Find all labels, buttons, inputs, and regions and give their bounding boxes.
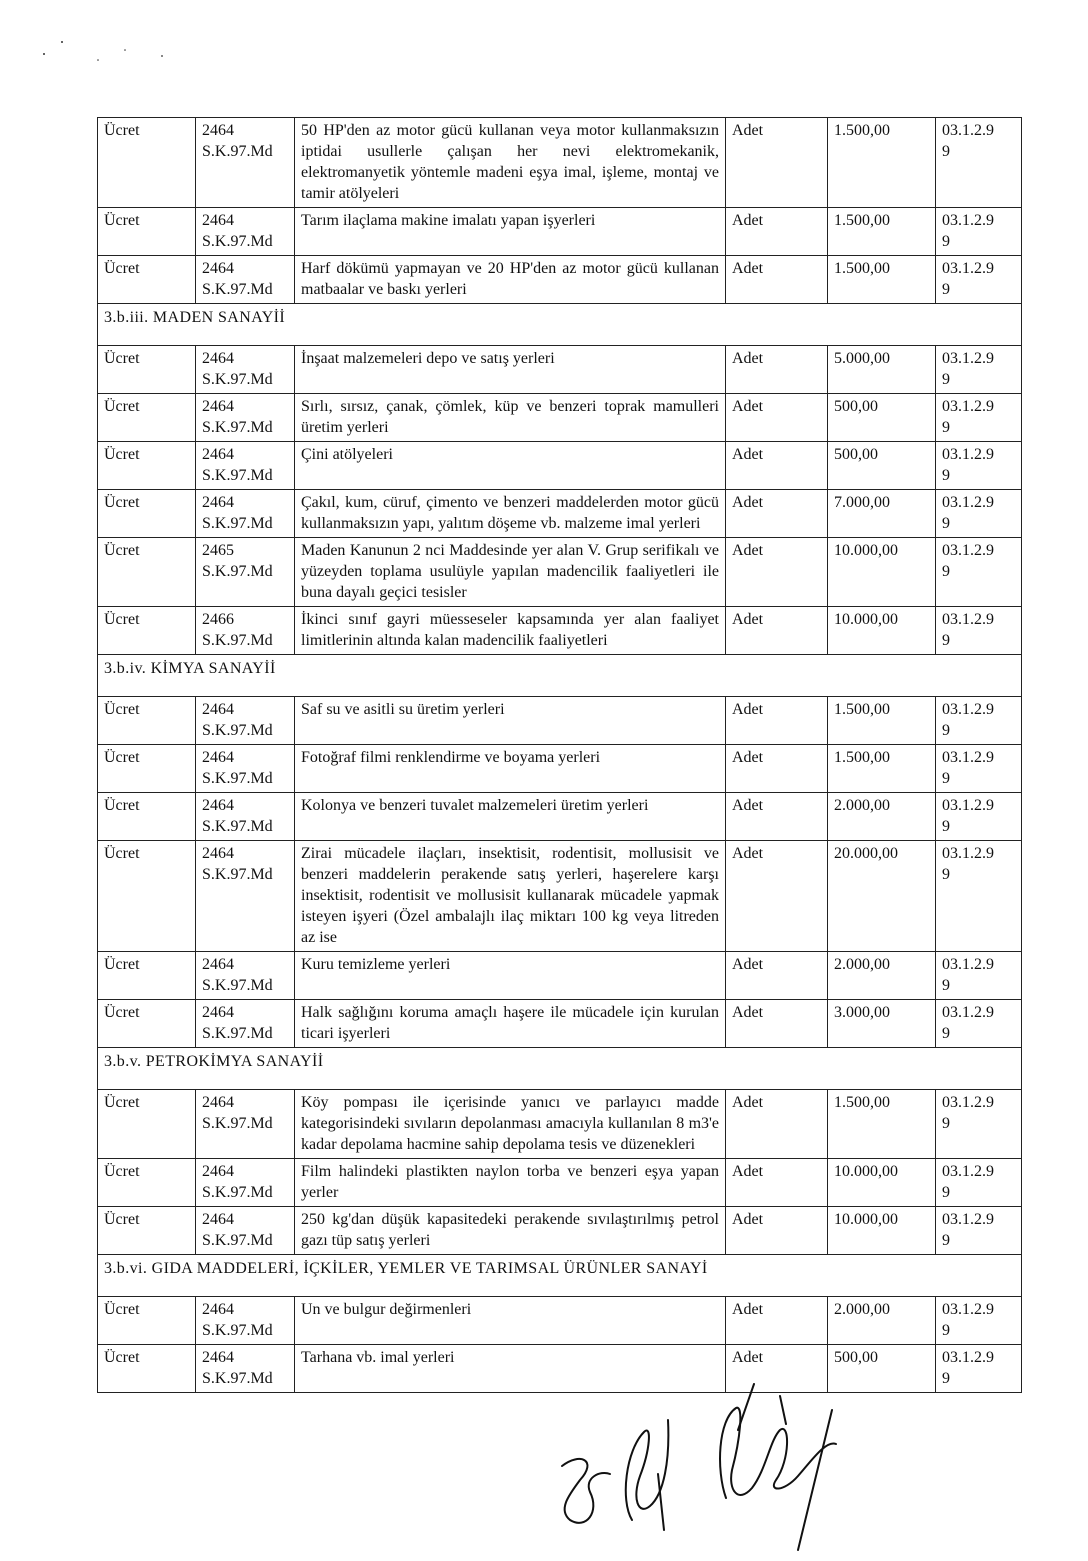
section-row	[98, 1048, 1022, 1090]
code-cell	[936, 1207, 1022, 1255]
table-row	[98, 745, 1022, 793]
law-ref-line: 2464	[202, 494, 234, 511]
table-row	[98, 841, 1022, 952]
code-line: 03.1.2.9	[942, 1301, 994, 1318]
code-line: 03.1.2.9	[942, 611, 994, 628]
law-ref-line: S.K.97.Md	[202, 515, 273, 532]
law-ref-cell	[196, 1207, 295, 1255]
code-line: 9	[942, 1184, 950, 1201]
law-ref-line: S.K.97.Md	[202, 563, 273, 580]
code-line: 9	[942, 818, 950, 835]
law-ref-line: 2464	[202, 260, 234, 277]
code-cell	[936, 1297, 1022, 1345]
law-ref-line: S.K.97.Md	[202, 143, 273, 160]
amount-cell: 7.000,00	[828, 490, 936, 538]
fee-type-cell: Ücret	[98, 346, 196, 394]
code-cell	[936, 1159, 1022, 1207]
fee-type-cell: Ücret	[98, 442, 196, 490]
amount-cell: 1.500,00	[828, 1090, 936, 1159]
amount-cell: 1.500,00	[828, 697, 936, 745]
law-ref-cell	[196, 1090, 295, 1159]
law-ref-line: S.K.97.Md	[202, 419, 273, 436]
description-cell: 250 kg'dan düşük kapasitedeki perakende sıvılaştırılmış petrol gazı tüp satış yerleri	[295, 1207, 726, 1255]
unit-cell: Adet	[726, 1090, 828, 1159]
table-row	[98, 256, 1022, 304]
code-line: 03.1.2.9	[942, 845, 994, 862]
code-line: 03.1.2.9	[942, 1163, 994, 1180]
law-ref-line: 2464	[202, 122, 234, 139]
table-row	[98, 538, 1022, 607]
law-ref-line: S.K.97.Md	[202, 818, 273, 835]
code-cell	[936, 1345, 1022, 1393]
fee-type-cell: Ücret	[98, 256, 196, 304]
code-line: 9	[942, 632, 950, 649]
description-cell: Köy pompası ile içerisinde yanıcı ve parlayıcı madde kategorisindeki sıvıların depolanması amacıyla kullanılan 8 m3'e kadar depolama hacmine sahip depolama tesis ve düzenekleri	[295, 1090, 726, 1159]
amount-cell: 1.500,00	[828, 118, 936, 208]
law-ref-cell	[196, 1000, 295, 1048]
law-ref-line: S.K.97.Md	[202, 1184, 273, 1201]
table-row	[98, 607, 1022, 655]
description-cell: Sırlı, sırsız, çanak, çömlek, küp ve benzeri toprak mamulleri üretim yerleri	[295, 394, 726, 442]
law-ref-line: 2464	[202, 350, 234, 367]
law-ref-line: 2464	[202, 398, 234, 415]
code-cell	[936, 538, 1022, 607]
code-line: 9	[942, 233, 950, 250]
law-ref-line: 2464	[202, 212, 234, 229]
code-cell	[936, 697, 1022, 745]
law-ref-line: 2464	[202, 797, 234, 814]
code-line: 9	[942, 515, 950, 532]
code-cell	[936, 256, 1022, 304]
law-ref-line: 2464	[202, 1094, 234, 1111]
fee-type-cell: Ücret	[98, 841, 196, 952]
law-ref-cell	[196, 607, 295, 655]
table-row	[98, 1297, 1022, 1345]
fee-type-cell: Ücret	[98, 1159, 196, 1207]
unit-cell: Adet	[726, 793, 828, 841]
fee-type-cell: Ücret	[98, 118, 196, 208]
table-row	[98, 697, 1022, 745]
amount-cell: 500,00	[828, 1345, 936, 1393]
unit-cell: Adet	[726, 346, 828, 394]
amount-cell: 5.000,00	[828, 346, 936, 394]
code-line: 03.1.2.9	[942, 122, 994, 139]
description-cell: Film halindeki plastikten naylon torba ve benzeri eşya yapan yerler	[295, 1159, 726, 1207]
code-cell	[936, 208, 1022, 256]
amount-cell: 2.000,00	[828, 1297, 936, 1345]
law-ref-line: 2464	[202, 1004, 234, 1021]
law-ref-line: 2464	[202, 956, 234, 973]
description-cell: İnşaat malzemeleri depo ve satış yerleri	[295, 346, 726, 394]
law-ref-cell	[196, 793, 295, 841]
amount-cell: 1.500,00	[828, 256, 936, 304]
law-ref-line: S.K.97.Md	[202, 233, 273, 250]
code-cell	[936, 394, 1022, 442]
law-ref-line: 2465	[202, 542, 234, 559]
code-line: 03.1.2.9	[942, 212, 994, 229]
law-ref-line: 2466	[202, 611, 234, 628]
law-ref-cell	[196, 346, 295, 394]
section-row	[98, 304, 1022, 346]
code-line: 9	[942, 281, 950, 298]
code-cell	[936, 745, 1022, 793]
fee-type-cell: Ücret	[98, 697, 196, 745]
code-line: 03.1.2.9	[942, 1211, 994, 1228]
description-cell: Kuru temizleme yerleri	[295, 952, 726, 1000]
code-line: 9	[942, 770, 950, 787]
code-cell	[936, 346, 1022, 394]
code-line: 9	[942, 1115, 950, 1132]
law-ref-cell	[196, 538, 295, 607]
section-row	[98, 655, 1022, 697]
law-ref-line: S.K.97.Md	[202, 1370, 273, 1387]
amount-cell: 500,00	[828, 394, 936, 442]
fee-table	[97, 117, 1021, 1393]
code-line: 9	[942, 722, 950, 739]
law-ref-cell	[196, 118, 295, 208]
law-ref-line: S.K.97.Md	[202, 1115, 273, 1132]
unit-cell: Adet	[726, 697, 828, 745]
description-cell: Zirai mücadele ilaçları, insektisit, rodentisit, mollusisit ve benzeri maddelerin perakende satış yerleri, haşerelere karşı insektisit, rodentisit ve mollusisit kullanarak mücadele yapmak isteyen işyeri (Özel ambalajlı ilaç miktarı 100 kg veya litreden az ise	[295, 841, 726, 952]
fee-type-cell: Ücret	[98, 1207, 196, 1255]
unit-cell: Adet	[726, 1345, 828, 1393]
code-line: 9	[942, 1370, 950, 1387]
code-line: 03.1.2.9	[942, 1094, 994, 1111]
law-ref-cell	[196, 745, 295, 793]
code-cell	[936, 952, 1022, 1000]
handwritten-signatures	[540, 1380, 860, 1560]
code-line: 03.1.2.9	[942, 797, 994, 814]
unit-cell: Adet	[726, 256, 828, 304]
fee-type-cell: Ücret	[98, 1345, 196, 1393]
law-ref-cell	[196, 442, 295, 490]
description-cell: 50 HP'den az motor gücü kullanan veya motor kullanmaksızın iptidai usullerle çalışan her nevi elektromekanik, elektromanyetik yöntemle madeni eşya imal, işleme, montaj ve tamir atölyeleri	[295, 118, 726, 208]
table-row	[98, 346, 1022, 394]
unit-cell: Adet	[726, 745, 828, 793]
description-cell: Halk sağlığını koruma amaçlı haşere ile mücadele için kurulan ticari işyerleri	[295, 1000, 726, 1048]
law-ref-cell	[196, 841, 295, 952]
table-row	[98, 394, 1022, 442]
unit-cell: Adet	[726, 208, 828, 256]
code-line: 9	[942, 419, 950, 436]
description-cell: Fotoğraf filmi renklendirme ve boyama yerleri	[295, 745, 726, 793]
section-title: 3.b.vi. GIDA MADDELERİ, İÇKİLER, YEMLER VE TARIMSAL ÜRÜNLER SANAYİ	[98, 1255, 1022, 1297]
fee-type-cell: Ücret	[98, 394, 196, 442]
description-cell: Çakıl, kum, cüruf, çimento ve benzeri maddelerden motor gücü kullanmaksızın yapı, yalıtım döşeme vb. malzeme imal yerleri	[295, 490, 726, 538]
table-row	[98, 208, 1022, 256]
law-ref-cell	[196, 394, 295, 442]
unit-cell: Adet	[726, 1159, 828, 1207]
law-ref-line: S.K.97.Md	[202, 1322, 273, 1339]
code-line: 03.1.2.9	[942, 260, 994, 277]
code-line: 9	[942, 143, 950, 160]
law-ref-line: S.K.97.Md	[202, 1232, 273, 1249]
unit-cell: Adet	[726, 490, 828, 538]
code-cell	[936, 118, 1022, 208]
description-cell: Tarhana vb. imal yerleri	[295, 1345, 726, 1393]
unit-cell: Adet	[726, 538, 828, 607]
section-title: 3.b.iii. MADEN SANAYİİ	[98, 304, 1022, 346]
unit-cell: Adet	[726, 1000, 828, 1048]
amount-cell: 3.000,00	[828, 1000, 936, 1048]
code-line: 03.1.2.9	[942, 398, 994, 415]
code-line: 03.1.2.9	[942, 1349, 994, 1366]
amount-cell: 1.500,00	[828, 745, 936, 793]
code-line: 9	[942, 1025, 950, 1042]
law-ref-cell	[196, 1345, 295, 1393]
section-title: 3.b.v. PETROKİMYA SANAYİİ	[98, 1048, 1022, 1090]
code-line: 03.1.2.9	[942, 494, 994, 511]
description-cell: Harf dökümü yapmayan ve 20 HP'den az motor gücü kullanan matbaalar ve baskı yerleri	[295, 256, 726, 304]
law-ref-line: S.K.97.Md	[202, 281, 273, 298]
code-cell	[936, 607, 1022, 655]
amount-cell: 10.000,00	[828, 1159, 936, 1207]
table-row	[98, 1090, 1022, 1159]
table-row	[98, 490, 1022, 538]
table-row	[98, 118, 1022, 208]
description-cell: Maden Kanunun 2 nci Maddesinde yer alan V. Grup serifikalı ve yüzeyden toplama usulüyle yapılan madencilik faaliyetleri ile buna dayalı geçici tesisler	[295, 538, 726, 607]
code-cell	[936, 442, 1022, 490]
code-line: 9	[942, 467, 950, 484]
law-ref-cell	[196, 1159, 295, 1207]
code-line: 9	[942, 977, 950, 994]
fee-type-cell: Ücret	[98, 745, 196, 793]
law-ref-cell	[196, 490, 295, 538]
description-cell: Kolonya ve benzeri tuvalet malzemeleri üretim yerleri	[295, 793, 726, 841]
law-ref-line: S.K.97.Md	[202, 866, 273, 883]
amount-cell: 10.000,00	[828, 538, 936, 607]
law-ref-cell	[196, 952, 295, 1000]
unit-cell: Adet	[726, 841, 828, 952]
code-line: 03.1.2.9	[942, 350, 994, 367]
table-row	[98, 793, 1022, 841]
law-ref-line: 2464	[202, 1349, 234, 1366]
description-cell: Çini atölyeleri	[295, 442, 726, 490]
fee-type-cell: Ücret	[98, 1297, 196, 1345]
fee-type-cell: Ücret	[98, 538, 196, 607]
code-line: 03.1.2.9	[942, 1004, 994, 1021]
description-cell: Tarım ilaçlama makine imalatı yapan işyerleri	[295, 208, 726, 256]
code-cell	[936, 490, 1022, 538]
fee-type-cell: Ücret	[98, 490, 196, 538]
law-ref-line: S.K.97.Md	[202, 467, 273, 484]
law-ref-line: S.K.97.Md	[202, 977, 273, 994]
description-cell: İkinci sınıf gayri müesseseler kapsamında yer alan faaliyet limitlerinin altında kalan madencilik faaliyetleri	[295, 607, 726, 655]
description-cell: Un ve bulgur değirmenleri	[295, 1297, 726, 1345]
amount-cell: 2.000,00	[828, 952, 936, 1000]
law-ref-line: S.K.97.Md	[202, 722, 273, 739]
law-ref-line: S.K.97.Md	[202, 1025, 273, 1042]
table-row	[98, 1207, 1022, 1255]
amount-cell: 10.000,00	[828, 607, 936, 655]
unit-cell: Adet	[726, 1297, 828, 1345]
table-row	[98, 1000, 1022, 1048]
scan-specks	[0, 0, 200, 80]
fee-type-cell: Ücret	[98, 1090, 196, 1159]
unit-cell: Adet	[726, 952, 828, 1000]
law-ref-line: 2464	[202, 1211, 234, 1228]
law-ref-cell	[196, 1297, 295, 1345]
code-cell	[936, 1000, 1022, 1048]
amount-cell: 2.000,00	[828, 793, 936, 841]
section-row	[98, 1255, 1022, 1297]
table-row	[98, 442, 1022, 490]
law-ref-line: 2464	[202, 1163, 234, 1180]
code-line: 03.1.2.9	[942, 956, 994, 973]
code-cell	[936, 1090, 1022, 1159]
fee-type-cell: Ücret	[98, 793, 196, 841]
code-cell	[936, 841, 1022, 952]
code-cell	[936, 793, 1022, 841]
code-line: 03.1.2.9	[942, 749, 994, 766]
law-ref-line: 2464	[202, 1301, 234, 1318]
section-title: 3.b.iv. KİMYA SANAYİİ	[98, 655, 1022, 697]
amount-cell: 20.000,00	[828, 841, 936, 952]
fee-type-cell: Ücret	[98, 952, 196, 1000]
unit-cell: Adet	[726, 118, 828, 208]
code-line: 9	[942, 1322, 950, 1339]
fee-type-cell: Ücret	[98, 208, 196, 256]
fee-type-cell: Ücret	[98, 607, 196, 655]
amount-cell: 1.500,00	[828, 208, 936, 256]
code-line: 9	[942, 371, 950, 388]
law-ref-line: 2464	[202, 446, 234, 463]
unit-cell: Adet	[726, 394, 828, 442]
unit-cell: Adet	[726, 1207, 828, 1255]
law-ref-line: 2464	[202, 845, 234, 862]
amount-cell: 10.000,00	[828, 1207, 936, 1255]
code-line: 9	[942, 563, 950, 580]
fee-type-cell: Ücret	[98, 1000, 196, 1048]
description-cell: Saf su ve asitli su üretim yerleri	[295, 697, 726, 745]
table-row	[98, 1159, 1022, 1207]
unit-cell: Adet	[726, 442, 828, 490]
law-ref-cell	[196, 208, 295, 256]
law-ref-line: S.K.97.Md	[202, 371, 273, 388]
law-ref-line: 2464	[202, 749, 234, 766]
law-ref-line: S.K.97.Md	[202, 770, 273, 787]
code-line: 03.1.2.9	[942, 446, 994, 463]
law-ref-cell	[196, 697, 295, 745]
code-line: 03.1.2.9	[942, 542, 994, 559]
code-line: 03.1.2.9	[942, 701, 994, 718]
law-ref-cell	[196, 256, 295, 304]
law-ref-line: S.K.97.Md	[202, 632, 273, 649]
code-line: 9	[942, 1232, 950, 1249]
code-line: 9	[942, 866, 950, 883]
law-ref-line: 2464	[202, 701, 234, 718]
amount-cell: 500,00	[828, 442, 936, 490]
table-row	[98, 952, 1022, 1000]
unit-cell: Adet	[726, 607, 828, 655]
